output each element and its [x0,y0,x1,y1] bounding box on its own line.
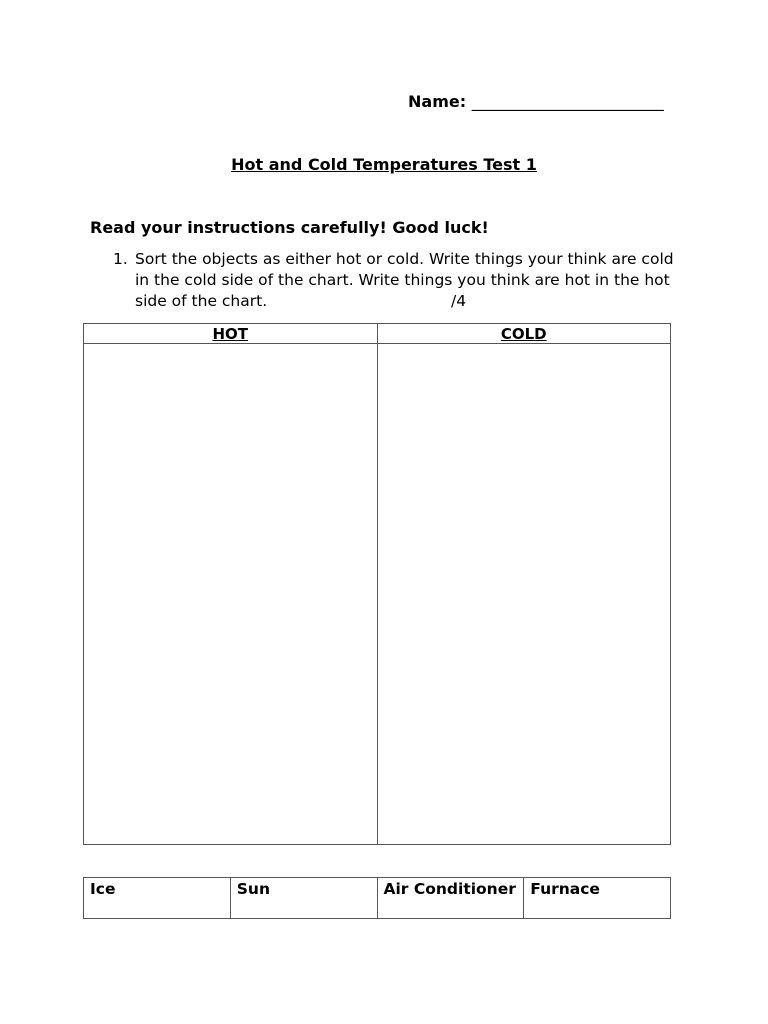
question-number: 1. [113,250,128,268]
word-bank-item: Air Conditioner [377,878,524,919]
page-title [0,155,768,174]
word-bank-item: Furnace [524,878,671,919]
hot-column-header [84,324,378,344]
hot-answer-cell[interactable] [84,344,378,845]
hot-header-text: HOT [212,324,249,343]
cold-answer-cell[interactable] [377,344,671,845]
question-score: /4 [451,292,467,310]
name-field [408,92,664,111]
question-1 [113,249,683,312]
page-title-text: Hot and Cold Temperatures Test 1 [231,155,537,174]
hot-cold-sort-table [83,323,671,845]
name-blank-line[interactable]: ________________________ [471,92,664,111]
sort-table-header-row [84,324,671,344]
cold-header-text: COLD [500,324,547,343]
cold-column-header [377,324,671,344]
question-text: Sort the objects as either hot or cold. Write things your think are cold in the cold side of the chart. Write things you think are hot in the hot side of the chart. [135,250,674,310]
instructions-text: Read your instructions carefully! Good luck! [90,218,489,237]
word-bank-item: Sun [230,878,377,919]
word-bank-row [84,878,671,919]
word-bank-table [83,877,671,919]
sort-table-answer-row [84,344,671,845]
name-label: Name: [408,92,467,111]
word-bank-item: Ice [84,878,231,919]
